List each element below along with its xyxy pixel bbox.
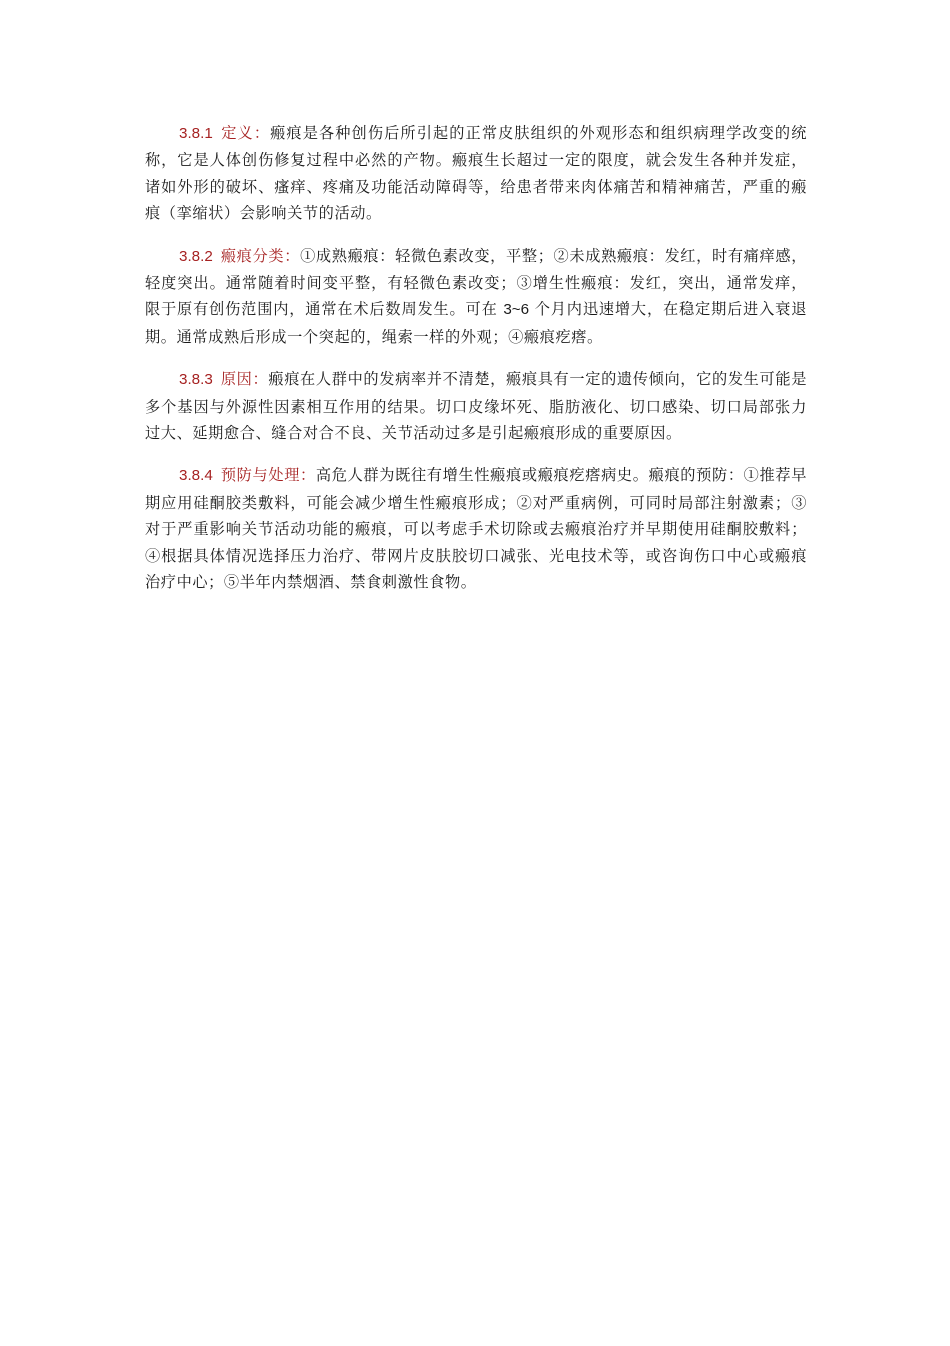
section-3-8-2 xyxy=(145,243,807,351)
section-3-8-4 xyxy=(145,462,807,595)
section-body: 瘢痕在人群中的发病率并不清楚，瘢痕具有一定的遗传倾向，它的发生可能是多个基因与外源性因素相互作用的结果。切口皮缘坏死、脂肪液化、切口感染、切口局部张力过大、延期愈合、缝合对合不良、关节活动过多是引起瘢痕形成的重要原因。 xyxy=(145,370,807,443)
section-3-8-1 xyxy=(145,120,807,227)
section-body: 瘢痕是各种创伤后所引起的正常皮肤组织的外观形态和组织病理学改变的统称，它是人体创伤修复过程中必然的产物。瘢痕生长超过一定的限度，就会发生各种并发症，诸如外形的破坏、瘙痒、疼痛及功能活动障碍等，给患者带来肉体痛苦和精神痛苦，严重的瘢痕（挛缩状）会影响关节的活动。 xyxy=(145,124,807,223)
section-heading: 预防与处理： xyxy=(220,466,316,485)
section-heading: 原因： xyxy=(220,370,269,389)
section-body: 高危人群为既往有增生性瘢痕或瘢痕疙瘩病史。瘢痕的预防：①推荐早期应用硅酮胶类敷料，可能会减少增生性瘢痕形成；②对严重病例，可同时局部注射激素；③对于严重影响关节活动功能的瘢痕，可以考虑手术切除或去瘢痕治疗并早期使用硅酮胶敷料；④根据具体情况选择压力治疗、带网片皮肤胶切口减张、光电技术等，或咨询伤口中心或瘢痕治疗中心；⑤半年内禁烟酒、禁食刺激性食物。 xyxy=(145,466,807,592)
section-body-continued: 个月内迅速增大，在稳定期后进入衰退期。通常成熟后形成一个突起的，绳索一样的外观；④瘢痕疙瘩。 xyxy=(145,300,807,346)
document-page xyxy=(145,120,807,612)
section-3-8-3 xyxy=(145,366,807,446)
month-range: 3~6 xyxy=(503,301,530,319)
section-number: 3.8.1 xyxy=(179,125,213,142)
section-number: 3.8.4 xyxy=(179,467,213,485)
section-number: 3.8.2 xyxy=(179,247,213,265)
section-body: ①成熟瘢痕：轻微色素改变，平整；②未成熟瘢痕：发红，时有痛痒感，轻度突出。通常随着时间变平整，有轻微色素改变；③增生性瘢痕：发红，突出，通常发痒，限于原有创伤范围内，通常在术后数周发生。可在 xyxy=(145,246,808,319)
section-heading: 定义： xyxy=(220,124,271,142)
section-number: 3.8.3 xyxy=(179,371,213,389)
section-heading: 瘢痕分类： xyxy=(220,246,301,265)
